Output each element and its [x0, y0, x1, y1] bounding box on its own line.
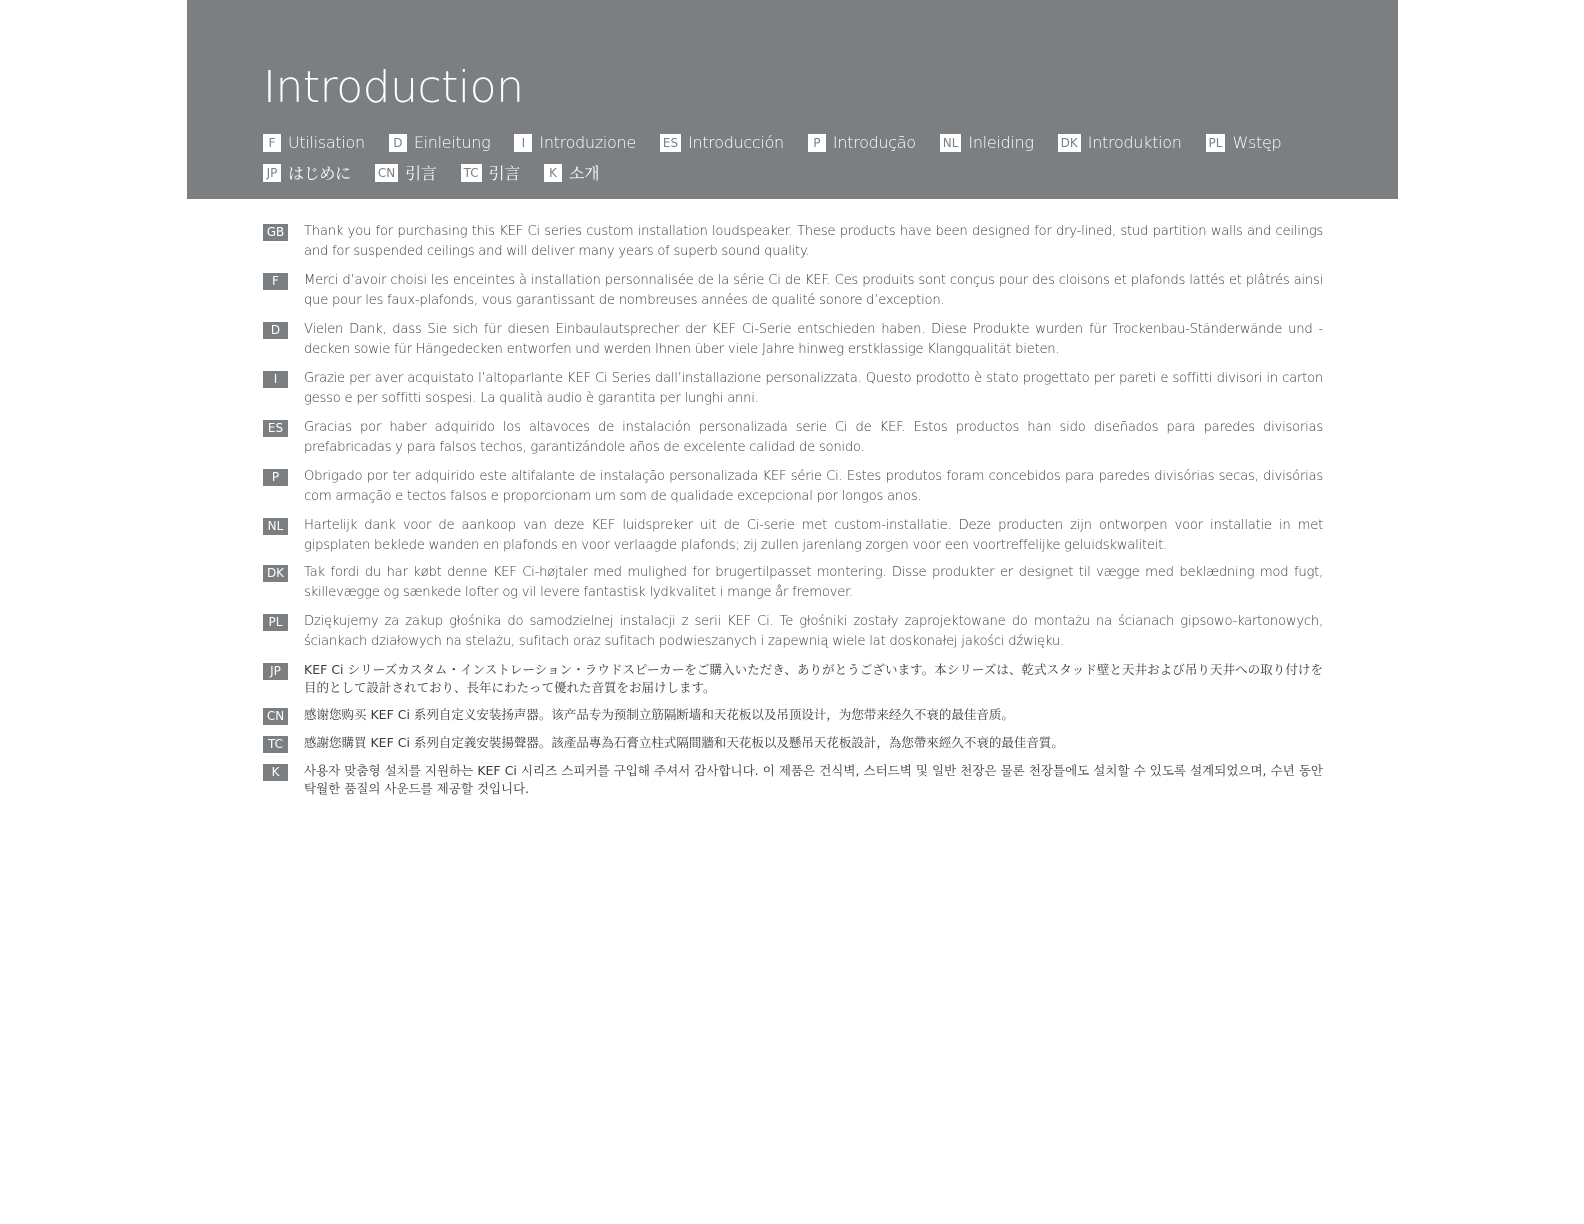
- entry-text: Tak fordi du har købt denne KEF Ci-højtaler med mulighed for brugertilpasset montering. Disse produkter er designet til vægge med beklædning mod fugt, skillevægge og sænkede lofter og vil levere fantastisk lydkvalitet i mange år fremover.: [304, 565, 1323, 600]
- entry-text: 感谢您购买 KEF Ci 系列自定义安装扬声器。该产品专为预制立筋隔断墙和天花板以及吊顶设计，为您带来经久不衰的最佳音质。: [304, 707, 1014, 722]
- lang-code-badge: P: [263, 469, 288, 486]
- entry-pl: [263, 612, 1323, 652]
- header-banner: [187, 0, 1398, 199]
- lang-label: Wstęp: [1232, 133, 1282, 152]
- entry-text: Gracias por haber adquirido los altavoces de instalación personalizada serie Ci de KEF. Estos productos han sido diseñados para paredes divisorias prefabricadas y para falsos techos, garantizándole años de excelente calidad de sonido.: [304, 420, 1323, 455]
- lang-code-badge: DK: [1058, 134, 1081, 152]
- page-title: Introduction: [263, 62, 524, 113]
- entry-text: 感謝您購買 KEF Ci 系列自定義安裝揚聲器。該產品專為石膏立柱式隔間牆和天花板以及懸吊天花板設計，為您帶來經久不衰的最佳音質。: [304, 735, 1064, 750]
- entry-k: [263, 762, 1323, 798]
- entry-dk: [263, 563, 1323, 603]
- lang-item-pl: [1206, 133, 1282, 152]
- entry-text: Obrigado por ter adquirido este altifalante de instalação personalizada KEF série Ci. Estes produtos foram concebidos para paredes divisórias secas, divisórias com armação e tectos falsos e proporcionam um som de qualidade excepcional por longos anos.: [304, 469, 1323, 504]
- lang-item-p: [808, 133, 916, 152]
- lang-item-tc: [461, 161, 520, 184]
- lang-label: Einleitung: [413, 133, 491, 152]
- entry-jp: [263, 661, 1323, 697]
- lang-code-badge: D: [263, 322, 288, 339]
- lang-code-badge: ES: [263, 420, 288, 437]
- lang-label: 引言: [405, 164, 437, 183]
- introduction-body: [263, 222, 1323, 798]
- lang-code-badge: F: [263, 134, 281, 152]
- lang-code-badge: JP: [263, 663, 288, 680]
- lang-code-badge: CN: [375, 164, 398, 182]
- lang-code-badge: I: [514, 134, 532, 152]
- lang-label: Introduktion: [1087, 133, 1182, 152]
- lang-code-badge: DK: [263, 565, 288, 582]
- entry-text: Merci d’avoir choisi les enceintes à installation personnalisée de la série Ci de KEF. Ces produits sont conçus pour des cloisons et plafonds lattés et plâtrés ainsi que pour les faux-plafonds, vous garantissant de nombreuses années de qualité sonore d’exception.: [304, 273, 1323, 308]
- lang-label: 소개: [569, 164, 600, 183]
- lang-item-i: [514, 133, 635, 152]
- lang-label: Inleiding: [968, 133, 1034, 152]
- entry-cn: [263, 706, 1323, 725]
- lang-code-badge: K: [544, 164, 562, 182]
- lang-code-badge: GB: [263, 224, 288, 241]
- lang-code-badge: NL: [940, 134, 962, 152]
- lang-code-badge: NL: [263, 518, 288, 535]
- lang-item-k: [544, 161, 599, 184]
- entry-text: Grazie per aver acquistato l’altoparlante KEF Ci Series dall’installazione personalizzata. Questo prodotto è stato progettato per pareti e soffitti divisori in carton gesso e per soffitti sospesi. La qualità audio è garantita per lunghi anni.: [304, 371, 1323, 406]
- lang-item-jp: [263, 161, 351, 184]
- entry-p: [263, 467, 1323, 507]
- lang-code-badge: TC: [263, 736, 288, 753]
- entry-d: [263, 320, 1323, 360]
- lang-code-badge: P: [808, 134, 826, 152]
- lang-code-badge: ES: [660, 134, 681, 152]
- entry-text: KEF Ci シリーズカスタム・インストレーション・ラウドスピーカーをご購入いただき、ありがとうございます。本シリーズは、乾式スタッド壁と天井および吊り天井への取り付けを目的として設計されており、長年にわたって優れた音質をお届けします。: [304, 662, 1323, 695]
- entry-text: Hartelijk dank voor de aankoop van deze KEF luidspreker uit de Ci-serie met custom-installatie. Deze producten zijn ontworpen voor installatie in met gipsplaten beklede wanden en plafonds en voor verlaagde plafonds; zij zullen jarenlang zorgen voor een voortreffelijke geluidskwaliteit.: [304, 518, 1323, 553]
- lang-code-badge: CN: [263, 708, 288, 725]
- lang-code-badge: D: [389, 134, 407, 152]
- lang-code-badge: F: [263, 273, 288, 290]
- lang-label: Introduzione: [539, 133, 636, 152]
- lang-item-f: [263, 133, 365, 152]
- lang-code-badge: PL: [263, 614, 288, 631]
- entry-nl: [263, 516, 1323, 556]
- lang-code-badge: K: [263, 764, 288, 781]
- entry-i: [263, 369, 1323, 409]
- entry-text: 사용자 맞춤형 설치를 지원하는 KEF Ci 시리즈 스피커를 구입해 주셔서 감사합니다. 이 제품은 건식벽, 스터드벽 및 일반 천장은 물론 천장틀에도 설치할 수 있도록 설계되었으며, 수년 동안 탁월한 품질의 사운드를 제공할 것입니다.: [304, 763, 1323, 796]
- entry-es: [263, 418, 1323, 458]
- entry-text: Thank you for purchasing this KEF Ci series custom installation loudspeaker. These products have been designed for dry-lined, stud partition walls and ceilings and for suspended ceilings and will deliver many years of superb sound quality.: [304, 224, 1323, 259]
- lang-label: Introducción: [688, 133, 784, 152]
- language-index-row-1: [263, 133, 1305, 152]
- lang-code-badge: PL: [1206, 134, 1226, 152]
- entry-gb: [263, 222, 1323, 262]
- lang-code-badge: I: [263, 371, 288, 388]
- entry-tc: [263, 734, 1323, 753]
- lang-item-dk: [1058, 133, 1182, 152]
- lang-item-cn: [375, 161, 437, 184]
- lang-item-d: [389, 133, 491, 152]
- language-index-row-2: [263, 161, 623, 184]
- lang-code-badge: JP: [263, 164, 281, 182]
- lang-code-badge: TC: [461, 164, 482, 182]
- entry-f: [263, 271, 1323, 311]
- lang-item-es: [660, 133, 784, 152]
- entry-text: Dziękujemy za zakup głośnika do samodzielnej instalacji z serii KEF Ci. Te głośniki zostały zaprojektowane do montażu na ścianach gipsowo-kartonowych, ściankach działowych na stelażu, sufitach oraz sufitach podwieszanych i zapewnią wiele lat doskonałej jakości dźwięku.: [304, 614, 1323, 649]
- lang-label: 引言: [488, 164, 520, 183]
- lang-item-nl: [940, 133, 1034, 152]
- entry-text: Vielen Dank, dass Sie sich für diesen Einbaulautsprecher der KEF Ci-Serie entschieden haben. Diese Produkte wurden für Trockenbau-Ständerwände und -decken sowie für Hängedecken entworfen und werden Ihnen über viele Jahre hinweg erstklassige Klangqualität bieten.: [304, 322, 1323, 357]
- lang-label: Utilisation: [288, 133, 365, 152]
- lang-label: はじめに: [288, 164, 351, 183]
- lang-label: Introdução: [832, 133, 916, 152]
